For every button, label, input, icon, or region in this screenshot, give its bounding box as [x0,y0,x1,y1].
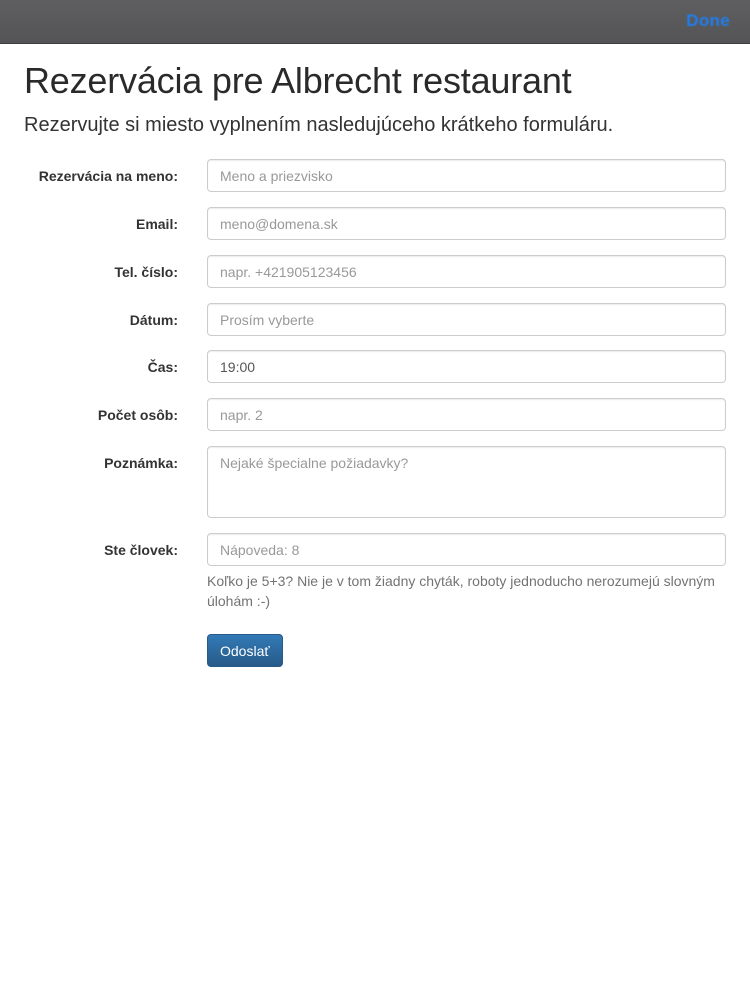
top-bar [0,0,750,44]
email-input[interactable] [207,207,726,240]
time-input[interactable] [207,350,726,383]
name-label: Rezervácia na meno: [38,168,178,184]
email-label: Email: [135,216,178,232]
phone-label: Tel. číslo: [114,264,178,280]
note-textarea[interactable] [207,446,726,518]
page-title: Rezervácia pre Albrecht restaurant [24,60,572,101]
done-button[interactable]: Done [686,11,730,30]
name-input[interactable] [207,159,726,192]
captcha-label: Ste človek: [104,542,178,558]
submit-button[interactable]: Odoslať [207,634,283,667]
captcha-help-text: Koľko je 5+3? Nie je v tom žiadny chyták, roboty jednoducho nerozumejú slovným úlohám :-) [207,573,715,609]
guests-label: Počet osôb: [97,407,178,423]
date-input[interactable] [207,303,726,336]
time-label: Čas: [147,359,178,375]
date-label: Dátum: [129,312,178,328]
guests-input[interactable] [207,398,726,431]
phone-input[interactable] [207,255,726,288]
page-lead: Rezervujte si miesto vyplnením nasledujúceho krátkeho formuláru. [24,114,614,136]
captcha-input[interactable] [207,533,726,566]
note-label: Poznámka: [104,455,178,471]
